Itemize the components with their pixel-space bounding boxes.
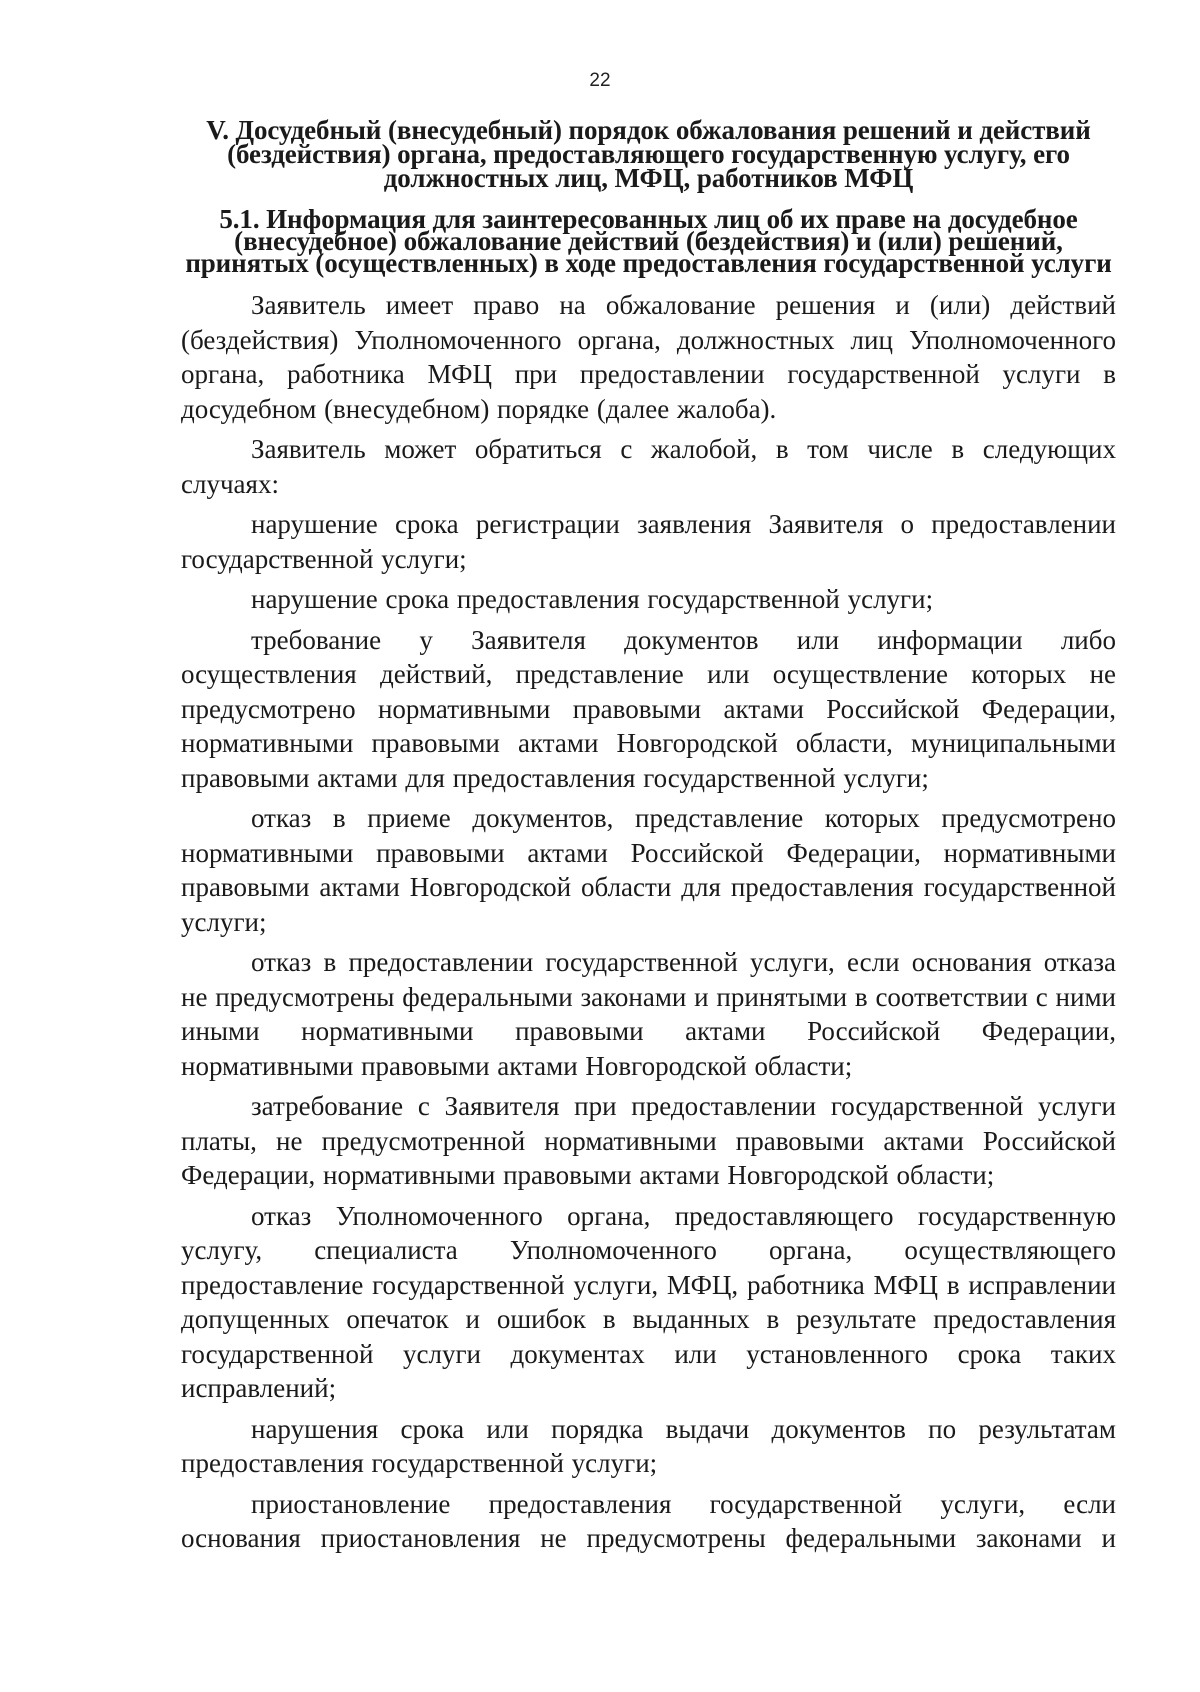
- page-content: [181, 115, 1116, 1556]
- paragraph-right-to-appeal: Заявитель имеет право на обжалование решения и (или) действий (бездействия) Уполномоченного органа, должностных лиц Уполномоченного органа, работника МФЦ при предоставлении государственной услуги в досудебном (внесудебном) порядке (далее жалоба).: [181, 290, 1116, 424]
- document-body: [181, 288, 1116, 1556]
- paragraph-case-registration-delay: нарушение срока регистрации заявления Заявителя о предоставлении государственной услуги;: [181, 509, 1116, 574]
- paragraph-case-issuance-violation: нарушения срока или порядка выдачи документов по результатам предоставления государственной услуги;: [181, 1413, 1116, 1478]
- paragraph-case-suspension: приостановление предоставления государственной услуги, если основания приостановления не предусмотрены федеральными законами и: [181, 1488, 1116, 1553]
- page-number: 22: [589, 70, 611, 91]
- section-title: V. Досудебный (внесудебный) порядок обжалования решений и действий (бездействия) органа, предоставляющего государственную услугу, его должностных лиц, МФЦ, работников МФЦ: [206, 115, 1091, 193]
- paragraph-case-document-refusal: отказ в приеме документов, представление которых предусмотрено нормативными правовыми актами Российской Федерации, нормативными правовыми актами Новгородской области для предоставления государственной услуги;: [181, 803, 1116, 937]
- paragraph-case-service-refusal: отказ в предоставлении государственной услуги, если основания отказа не предусмотрены федеральными законами и принятыми в соответствии с ними иными нормативными правовыми актами Российской Федерации, нормативными правовыми актами Новгородской области;: [181, 947, 1116, 1081]
- subsection-title: 5.1. Информация для заинтересованных лиц об их праве на досудебное (внесудебное) обжалование действий (бездействия) и (или) решений, принятых (осуществленных) в ходе предоставления государственной услуги: [185, 204, 1112, 278]
- paragraph-case-service-delay: нарушение срока предоставления государственной услуги;: [251, 584, 934, 614]
- paragraph-case-correction-refusal: отказ Уполномоченного органа, предоставляющего государственную услугу, специалиста Уполномоченного органа, осуществляющего предоставление государственной услуги, МФЦ, работника МФЦ в исправлении допущенных опечаток и ошибок в выданных в результате предоставления государственной услуги документах или установленного срока таких исправлений;: [181, 1200, 1116, 1403]
- paragraph-case-payment-demand: затребование с Заявителя при предоставлении государственной услуги платы, не предусмотренной нормативными правовыми актами Российской Федерации, нормативными правовыми актами Новгородской области;: [181, 1091, 1116, 1190]
- paragraph-case-extra-documents: требование у Заявителя документов или информации либо осуществления действий, представление или осуществление которых не предусмотрено нормативными правовыми актами Российской Федерации, нормативными правовыми актами Новгородской области, муниципальными правовыми актами для предоставления государственной услуги;: [181, 624, 1116, 793]
- paragraph-appeal-cases-intro: Заявитель может обратиться с жалобой, в том числе в следующих случаях:: [181, 434, 1116, 499]
